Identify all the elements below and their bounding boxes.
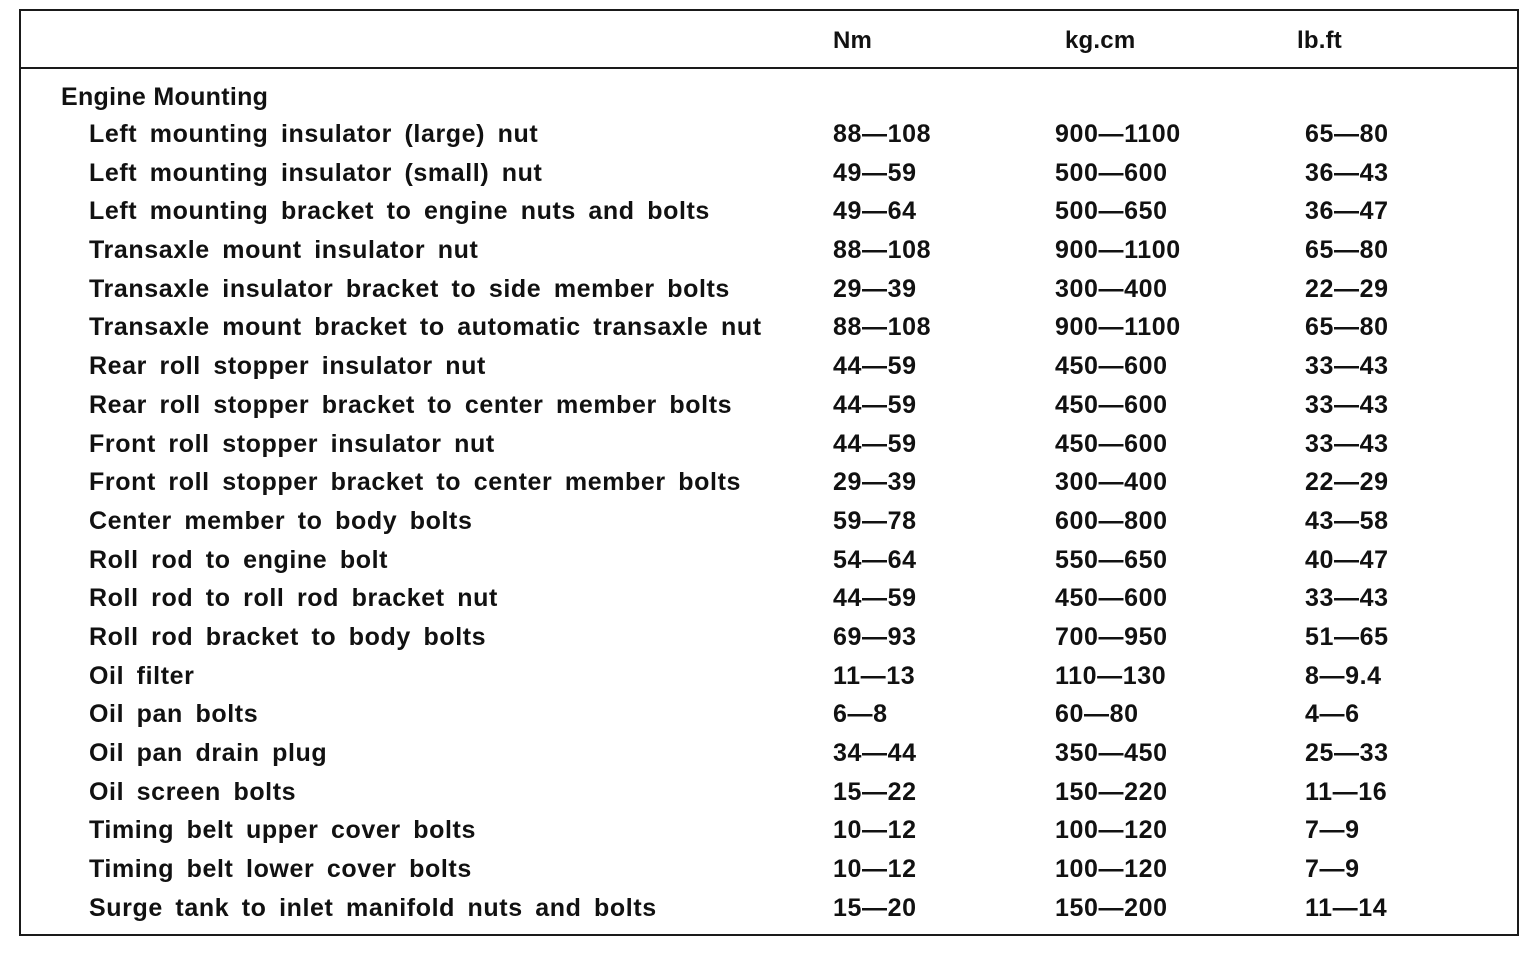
table-row: [21, 849, 1517, 888]
row-lbft-value: 43—58: [1305, 506, 1389, 535]
row-item-label: Roll rod bracket to body bolts: [89, 622, 487, 651]
row-nm-value: 69—93: [833, 622, 917, 651]
row-lbft-value: 22—29: [1305, 274, 1389, 303]
row-item-label: Transaxle mount bracket to automatic transaxle nut: [89, 313, 762, 342]
header-kgcm: kg.cm: [1065, 27, 1136, 54]
row-item-label: Left mounting bracket to engine nuts and bolts: [89, 197, 710, 226]
table-row: [21, 501, 1517, 540]
row-item-label: Center member to body bolts: [89, 506, 473, 535]
row-nm-value: 11—13: [833, 661, 916, 690]
table-row: [21, 230, 1517, 269]
row-item-label: Transaxle insulator bracket to side member bolts: [89, 274, 730, 303]
row-item-label: Rear roll stopper bracket to center member bolts: [89, 390, 733, 419]
row-lbft-value: 33—43: [1305, 429, 1389, 458]
row-kgcm-value: 300—400: [1055, 274, 1168, 303]
torque-spec-table: [19, 9, 1519, 936]
row-kgcm-value: 500—650: [1055, 197, 1168, 226]
row-lbft-value: 7—9: [1305, 855, 1360, 884]
row-item-label: Left mounting insulator (large) nut: [89, 120, 539, 148]
table-row: [21, 114, 1517, 153]
row-lbft-value: 36—47: [1305, 197, 1389, 226]
row-nm-value: 88—108: [833, 313, 932, 342]
row-nm-value: 54—64: [833, 545, 917, 574]
row-nm-value: 10—12: [833, 855, 917, 884]
row-kgcm-value: 600—800: [1055, 506, 1168, 535]
table-row: [21, 733, 1517, 772]
row-kgcm-value: 550—650: [1055, 545, 1168, 574]
row-kgcm-value: 150—200: [1055, 893, 1168, 922]
row-item-label: Front roll stopper bracket to center member bolts: [89, 468, 742, 497]
row-item-label: Timing belt lower cover bolts: [89, 855, 472, 884]
table-header-row: [21, 11, 1517, 69]
row-kgcm-value: 900—1100: [1055, 120, 1181, 148]
row-kgcm-value: 700—950: [1055, 622, 1168, 651]
row-kgcm-value: 900—1100: [1055, 236, 1181, 265]
row-nm-value: 59—78: [833, 506, 917, 535]
table-row: [21, 656, 1517, 695]
row-kgcm-value: 450—600: [1055, 584, 1168, 613]
table-row: [21, 617, 1517, 656]
table-row: [21, 540, 1517, 579]
row-kgcm-value: 300—400: [1055, 468, 1168, 497]
row-item-label: Left mounting insulator (small) nut: [89, 158, 543, 187]
row-kgcm-value: 500—600: [1055, 158, 1168, 187]
row-lbft-value: 33—43: [1305, 584, 1389, 613]
row-item-label: Transaxle mount insulator nut: [89, 236, 479, 265]
table-row: [21, 810, 1517, 849]
row-nm-value: 88—108: [833, 236, 932, 265]
row-lbft-value: 11—14: [1305, 893, 1388, 922]
row-lbft-value: 33—43: [1305, 352, 1389, 381]
table-row: [21, 578, 1517, 617]
header-nm: Nm: [833, 27, 873, 54]
row-item-label: Roll rod to roll rod bracket nut: [89, 584, 498, 613]
row-nm-value: 6—8: [833, 700, 888, 729]
table-row: [21, 694, 1517, 733]
row-kgcm-value: 150—220: [1055, 777, 1168, 806]
row-kgcm-value: 450—600: [1055, 390, 1168, 419]
row-lbft-value: 65—80: [1305, 313, 1389, 342]
row-lbft-value: 36—43: [1305, 158, 1389, 187]
row-lbft-value: 11—16: [1305, 777, 1388, 806]
row-nm-value: 34—44: [833, 739, 917, 767]
table-row: [21, 888, 1517, 927]
row-kgcm-value: 450—600: [1055, 429, 1168, 458]
row-lbft-value: 25—33: [1305, 739, 1389, 767]
table-row: [21, 269, 1517, 308]
row-lbft-value: 40—47: [1305, 545, 1389, 574]
row-nm-value: 44—59: [833, 429, 917, 458]
table-row: [21, 462, 1517, 501]
row-nm-value: 29—39: [833, 274, 917, 303]
row-nm-value: 49—59: [833, 158, 917, 187]
row-kgcm-value: 60—80: [1055, 700, 1139, 729]
row-item-label: Oil screen bolts: [89, 777, 297, 806]
section-title: Engine Mounting: [61, 83, 269, 111]
table-row: [21, 346, 1517, 385]
table-body: [21, 114, 1517, 926]
row-item-label: Roll rod to engine bolt: [89, 545, 389, 574]
row-nm-value: 44—59: [833, 352, 917, 381]
row-lbft-value: 7—9: [1305, 816, 1360, 845]
table-row: [21, 772, 1517, 811]
row-item-label: Timing belt upper cover bolts: [89, 816, 476, 845]
row-lbft-value: 33—43: [1305, 390, 1389, 419]
row-nm-value: 44—59: [833, 390, 917, 419]
header-lbft: lb.ft: [1297, 27, 1342, 54]
row-kgcm-value: 450—600: [1055, 352, 1168, 381]
table-row: [21, 153, 1517, 192]
row-nm-value: 88—108: [833, 120, 932, 148]
row-lbft-value: 8—9.4: [1305, 661, 1382, 690]
row-kgcm-value: 900—1100: [1055, 313, 1181, 342]
row-item-label: Rear roll stopper insulator nut: [89, 352, 486, 381]
table-row: [21, 385, 1517, 424]
row-nm-value: 44—59: [833, 584, 917, 613]
row-lbft-value: 22—29: [1305, 468, 1389, 497]
row-kgcm-value: 350—450: [1055, 739, 1168, 767]
row-nm-value: 29—39: [833, 468, 917, 497]
row-lbft-value: 65—80: [1305, 120, 1389, 148]
row-item-label: Surge tank to inlet manifold nuts and bolts: [89, 893, 657, 922]
row-item-label: Front roll stopper insulator nut: [89, 429, 495, 458]
table-row: [21, 307, 1517, 346]
row-nm-value: 10—12: [833, 816, 917, 845]
row-nm-value: 49—64: [833, 197, 917, 226]
row-kgcm-value: 100—120: [1055, 816, 1168, 845]
row-item-label: Oil pan bolts: [89, 700, 259, 729]
row-item-label: Oil pan drain plug: [89, 739, 328, 767]
table-row: [21, 424, 1517, 463]
row-lbft-value: 51—65: [1305, 622, 1389, 651]
row-kgcm-value: 110—130: [1055, 661, 1167, 690]
row-lbft-value: 65—80: [1305, 236, 1389, 265]
row-lbft-value: 4—6: [1305, 700, 1360, 729]
row-nm-value: 15—20: [833, 893, 917, 922]
table-row: [21, 191, 1517, 230]
row-item-label: Oil filter: [89, 661, 195, 690]
row-kgcm-value: 100—120: [1055, 855, 1168, 884]
row-nm-value: 15—22: [833, 777, 917, 806]
